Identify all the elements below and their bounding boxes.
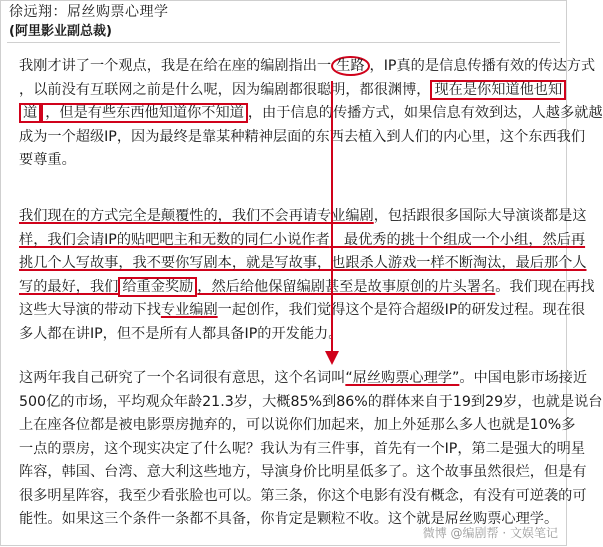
boxed-phrase: 道 [19, 103, 41, 123]
text-segment: ，以前没有互联网之前是什么呢，因为编剧都很聪明，都很渊博， [19, 81, 431, 98]
text-segment: ，包括跟很多国际大导演谈都是这 [373, 208, 587, 224]
speaker-affiliation: (阿里影业副总裁) [9, 24, 112, 39]
text-line: 阵容，韩国、台湾、意大利这些地方，导演身价比明星低多了。这个故事虽然很烂，但是有 [19, 464, 587, 480]
circled-phrase: 生路 [331, 56, 369, 76]
text-line [19, 299, 586, 323]
text-line [19, 79, 563, 103]
boxed-phrase: ，但是有些东西他知道你不知道 [41, 103, 248, 123]
text-segment: 。中国电影市场接近 [459, 370, 588, 386]
underlined-phrase: ，然后给他保留编剧甚至是故事原创的片头署名 [197, 278, 496, 295]
header-divider [7, 42, 560, 43]
underlined-phrase: 我们现在的方式完全是颠覆性的，我们不会再请专业编剧 [19, 208, 374, 224]
boxed-phrase: 现在是你知道他也知 [430, 80, 566, 100]
text-segment: 这两年我自己研究了一个名词很有意思，这个名词叫 [19, 370, 346, 386]
paragraph-1 [19, 55, 603, 173]
paragraph-3 [19, 367, 603, 532]
text-line: 上在座各位都是被电影票房抛弃的，可以说你们加起来，加上外延那么多人也就是10%多 [19, 417, 576, 433]
underlined-phrase: “屌丝购票心理学” [345, 370, 460, 386]
text-segment: 一起创作，我们觉得这个是符合超级IP的研发过程。现在很 [217, 302, 586, 318]
underlined-phrase: 样，我们会请IP的贴吧吧主和无数的同仁小说作者 [19, 231, 330, 248]
text-line [19, 205, 587, 229]
underlined-phrase: ，最优秀的挑十个组成一个小组，然后再 [329, 231, 586, 248]
text-line [19, 229, 586, 253]
boxed-phrase: 给重金奖励 [118, 277, 197, 297]
underlined-phrase: 专业编剧 [160, 302, 218, 318]
underlined-phrase: 写的最好，我们 [19, 278, 119, 295]
text-line: 能性。如果这三个条件一条都不具备，你肯定是颗粒不收。这个就是屌丝购票心理学。 [19, 511, 559, 527]
text-line [19, 102, 603, 126]
text-segment: 这些大导演的带动下找 [19, 302, 161, 318]
text-segment: 我刚才讲了一个观点，我是在给在座的编剧指出一 [19, 58, 332, 74]
paragraph-2 [19, 205, 595, 346]
red-arrowhead [325, 351, 339, 365]
text-segment: ，由于信息的传播方式，如果信息有效到达，人越多就越 [247, 105, 603, 121]
text-line [19, 367, 588, 391]
speaker-title: 徐远翔：屌丝购票心理学 [9, 4, 169, 20]
text-line [19, 55, 596, 79]
text-segment: ，IP真的是信息传播有效的传达方式 [369, 58, 596, 74]
text-line: 多人都在讲IP，但不是所有人都具备IP的开发能力。 [19, 325, 343, 342]
text-segment: 。我们现在再找 [495, 278, 595, 295]
text-line: 一点的票房，这个现实决定了什么呢？我认为有三件事，首先有一个IP，第二是强大的明星 [19, 440, 586, 457]
text-line: 500亿的市场，平均观众年龄21.3岁，大概85%到86%的群体来自于19到29岁，也就是说台 [19, 393, 603, 410]
underlined-line: 挑几个人写故事，我不要你写剧本，就是写故事，也跟杀人游戏一样不断淘汰，最后那个人 [19, 255, 587, 271]
text-line: 很多明星阵容，我至少看张脸也可以。第三条，你这个电影有没有概念，有没有可逆袭的可 [19, 487, 587, 504]
text-line: 要尊重。 [19, 152, 76, 168]
text-line: 成为一个超级IP，因为最终是靠某种精神层面的东西去植入到人们的内心里，这个东西我们 [19, 128, 586, 145]
watermark: 微博 @编剧帮 · 文娱笔记 [422, 526, 558, 540]
text-line [19, 276, 595, 300]
